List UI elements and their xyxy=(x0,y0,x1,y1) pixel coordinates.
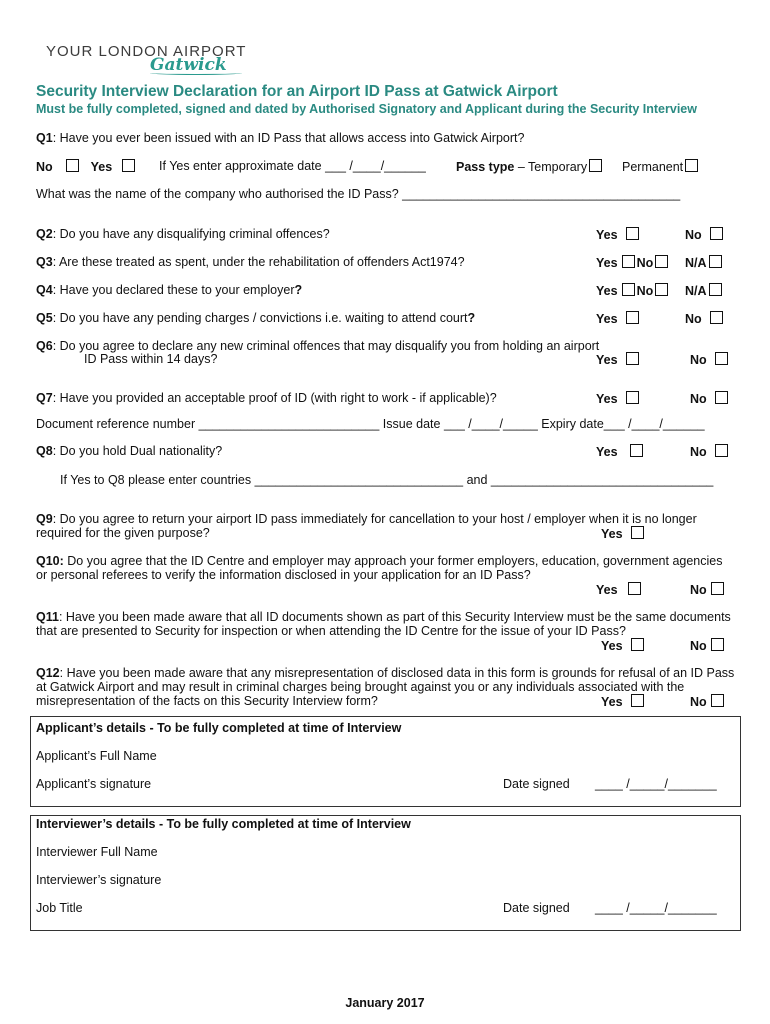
q3-no-label: No xyxy=(636,256,654,270)
q9-text: : Do you agree to return your airport ID pass immediately for cancellation to your host / employer when it is no longer required for the given purpose? xyxy=(36,512,697,540)
q1-yes-label: Yes xyxy=(90,160,113,174)
q4-no-checkbox[interactable] xyxy=(655,283,668,296)
q4-na-checkbox[interactable] xyxy=(709,283,722,296)
q7-no-label: No xyxy=(690,392,707,406)
q1-question xyxy=(36,131,524,145)
q2-yes-label: Yes xyxy=(596,228,618,242)
applicant-signature-label: Applicant’s signature xyxy=(36,777,152,791)
q1-yes-checkbox[interactable] xyxy=(122,159,135,172)
q11-text: : Have you been made aware that all ID documents shown as part of this Security Interview must be the same documents that are presented to Security for inspection or when attending the ID Centre for the issue of your ID Pass? xyxy=(36,610,731,638)
q6-no-label: No xyxy=(690,353,707,367)
q2-question xyxy=(36,227,330,241)
q5-qmark: ? xyxy=(467,311,476,325)
q11-question xyxy=(36,610,736,638)
q8-countries-field[interactable]: If Yes to Q8 please enter countries ______________________________ and ________________________________ xyxy=(60,473,714,487)
q5-yes-checkbox[interactable] xyxy=(626,311,639,324)
q3-no-checkbox[interactable] xyxy=(655,255,668,268)
q12-label: Q12 xyxy=(36,666,60,680)
applicant-full-name-label: Applicant’s Full Name xyxy=(36,749,157,763)
q1-permanent xyxy=(622,159,700,174)
q4-yes-label: Yes xyxy=(596,284,618,298)
q12-yes-label: Yes xyxy=(601,695,623,709)
q6-yes-checkbox[interactable] xyxy=(626,352,639,365)
q9-yes-checkbox[interactable] xyxy=(631,526,644,539)
q1-company-field[interactable]: What was the name of the company who authorised the ID Pass? ________________________________________ xyxy=(36,187,681,201)
q3-yes-label: Yes xyxy=(596,256,618,270)
q11-no-checkbox[interactable] xyxy=(711,638,724,651)
interviewer-full-name-label: Interviewer Full Name xyxy=(36,845,158,859)
q10-no-label: No xyxy=(690,583,707,597)
logo-text: YOUR LONDON AIRPORT xyxy=(46,43,247,60)
q7-document-fields[interactable]: Document reference number __________________________ Issue date ___ /____/_____ Expiry date___ /____/______ xyxy=(36,417,705,431)
q1-pass-type xyxy=(456,159,604,174)
q3-question xyxy=(36,255,465,269)
q1-date-field[interactable]: If Yes enter approximate date ___ /____/______ xyxy=(159,159,426,173)
q4-label: Q4 xyxy=(36,283,53,297)
q8-yes-label: Yes xyxy=(596,445,618,459)
q6-text: : Do you agree to declare any new criminal offences that may disqualify you from holding an airport xyxy=(52,339,600,353)
q4-no-label: No xyxy=(636,284,654,298)
q2-text: : Do you have any disqualifying criminal offences? xyxy=(52,227,330,241)
permanent-label: Permanent xyxy=(622,160,684,174)
q7-question xyxy=(36,391,497,405)
q11-no-label: No xyxy=(690,639,707,653)
interviewer-job-title-label: Job Title xyxy=(36,901,83,915)
q4-na-label: N/A xyxy=(685,284,707,298)
logo-swoosh xyxy=(150,71,242,75)
q11-yes-label: Yes xyxy=(601,639,623,653)
q10-yes-label: Yes xyxy=(596,583,618,597)
temporary-checkbox[interactable] xyxy=(589,159,602,172)
q11-label: Q11 xyxy=(36,610,59,624)
permanent-checkbox[interactable] xyxy=(685,159,698,172)
q1-no-label: No xyxy=(36,160,53,174)
q9-label: Q9 xyxy=(36,512,53,526)
q8-yes-checkbox[interactable] xyxy=(630,444,643,457)
q8-no-label: No xyxy=(690,445,707,459)
q8-question xyxy=(36,444,222,458)
form-subtitle: Must be fully completed, signed and dated by Authorised Signatory and Applicant during the Security Interview xyxy=(36,102,697,116)
q7-yes-label: Yes xyxy=(596,392,618,406)
q10-question xyxy=(36,554,736,582)
applicant-date-signed-label: Date signed xyxy=(503,777,570,791)
q8-no-checkbox[interactable] xyxy=(715,444,728,457)
q3-label: Q3 xyxy=(36,255,53,269)
q12-no-checkbox[interactable] xyxy=(711,694,724,707)
q5-no-label: No xyxy=(685,312,702,326)
q3-na-label: N/A xyxy=(685,256,707,270)
q1-label: Q1 xyxy=(36,131,53,145)
interviewer-date-field[interactable]: ____ /_____/_______ xyxy=(595,901,717,915)
q10-yes-checkbox[interactable] xyxy=(628,582,641,595)
q5-text: : Do you have any pending charges / convictions i.e. waiting to attend court xyxy=(52,311,468,325)
q8-text: : Do you hold Dual nationality? xyxy=(52,444,223,458)
q4-qmark: ? xyxy=(294,283,303,297)
q10-text: Do you agree that the ID Centre and employer may approach your former employers, education, government agencies or personal referees to verify the information disclosed in your application for an ID Pass? xyxy=(36,554,723,582)
q5-label: Q5 xyxy=(36,311,53,325)
interviewer-signature-label: Interviewer’s signature xyxy=(36,873,162,887)
applicant-date-field[interactable]: ____ /_____/_______ xyxy=(595,777,717,791)
q6-no-checkbox[interactable] xyxy=(715,352,728,365)
q4-yes-checkbox[interactable] xyxy=(622,283,635,296)
q2-no-checkbox[interactable] xyxy=(710,227,723,240)
q10-label: Q10: xyxy=(36,554,64,568)
q6-label: Q6 xyxy=(36,339,53,353)
q8-label: Q8 xyxy=(36,444,53,458)
q5-yes-label: Yes xyxy=(596,312,618,326)
q7-no-checkbox[interactable] xyxy=(715,391,728,404)
applicant-heading: Applicant’s details - To be fully completed at time of Interview xyxy=(36,721,402,735)
q3-na-checkbox[interactable] xyxy=(709,255,722,268)
q12-yes-checkbox[interactable] xyxy=(631,694,644,707)
q6-text-line2: ID Pass within 14 days? xyxy=(84,352,218,366)
q1-text: : Have you ever been issued with an ID Pass that allows access into Gatwick Airport? xyxy=(52,131,525,145)
q1-answers xyxy=(36,159,137,174)
q6-question xyxy=(36,339,599,353)
q5-no-checkbox[interactable] xyxy=(710,311,723,324)
q9-yes-label: Yes xyxy=(601,527,623,541)
q10-no-checkbox[interactable] xyxy=(711,582,724,595)
pass-type-temporary: – Temporary xyxy=(514,160,588,174)
q2-no-label: No xyxy=(685,228,702,242)
q4-text: : Have you declared these to your employer xyxy=(52,283,295,297)
gatwick-logo-script: Gatwick xyxy=(150,55,227,75)
q7-label: Q7 xyxy=(36,391,53,405)
form-title: Security Interview Declaration for an Airport ID Pass at Gatwick Airport xyxy=(36,83,558,100)
footer-date: January 2017 xyxy=(345,996,425,1010)
q12-no-label: No xyxy=(690,695,707,709)
q4-question xyxy=(36,283,302,297)
q1-no-checkbox[interactable] xyxy=(66,159,79,172)
q5-question xyxy=(36,311,475,325)
q3-text: : Are these treated as spent, under the rehabilitation of offenders Act1974? xyxy=(52,255,465,269)
q7-yes-checkbox[interactable] xyxy=(626,391,639,404)
q7-text: : Have you provided an acceptable proof of ID (with right to work - if applicable)? xyxy=(52,391,497,405)
interviewer-date-signed-label: Date signed xyxy=(503,901,570,915)
q2-yes-checkbox[interactable] xyxy=(626,227,639,240)
q3-yes-checkbox[interactable] xyxy=(622,255,635,268)
interviewer-heading: Interviewer’s details - To be fully completed at time of Interview xyxy=(36,817,411,831)
q6-yes-label: Yes xyxy=(596,353,618,367)
pass-type-label: Pass type xyxy=(456,160,515,174)
q2-label: Q2 xyxy=(36,227,53,241)
q11-yes-checkbox[interactable] xyxy=(631,638,644,651)
q12-text: : Have you been made aware that any misrepresentation of disclosed data in this form is grounds for refusal of an ID Pass at Gatwick Airport and may result in criminal charges being brought against you or any individuals associated with the misrepresentation of the facts on this Security Interview form? xyxy=(36,666,735,708)
